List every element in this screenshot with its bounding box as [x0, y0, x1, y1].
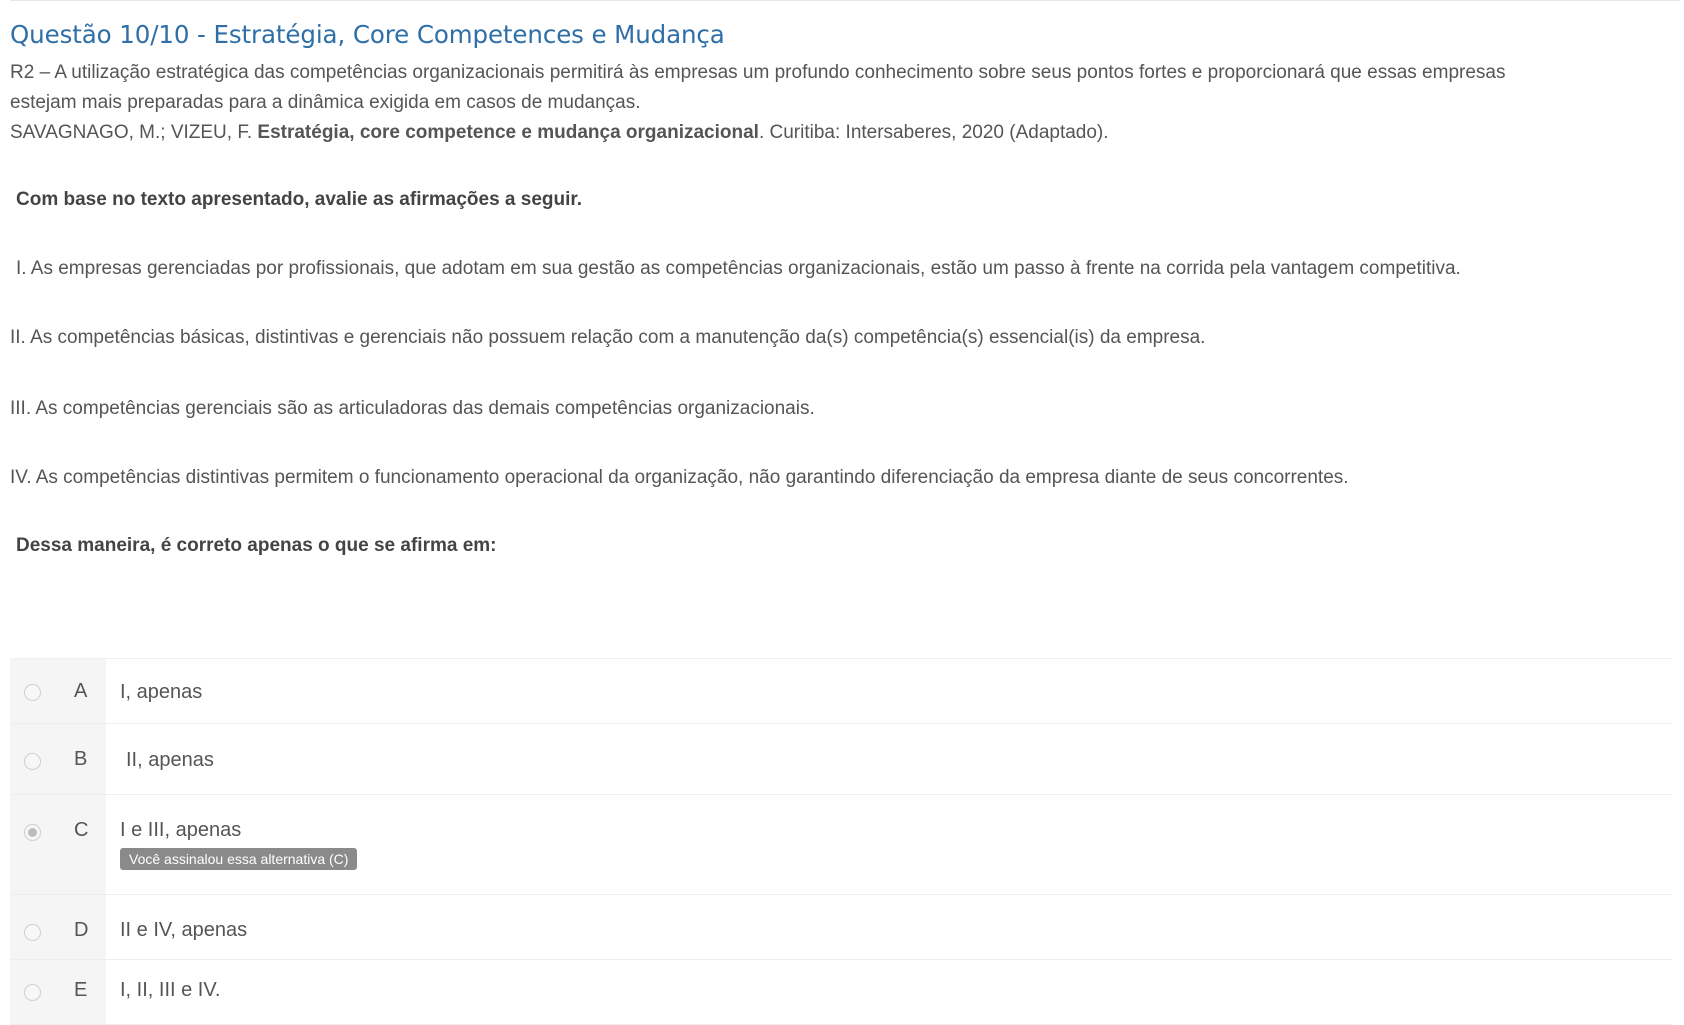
option-a-body[interactable]	[106, 659, 1672, 723]
option-c-text: I e III, apenas	[120, 819, 242, 841]
option-c-marker	[10, 795, 106, 894]
statement-1: I. As empresas gerenciadas por profissionais, que adotam em sua gestão as competências organizacionais, estão um passo à frente na corrida pela vantagem competitiva.	[16, 258, 1461, 279]
option-b-radio[interactable]	[24, 753, 41, 770]
option-b-body[interactable]	[106, 724, 1672, 794]
option-e-text: I, II, III e IV.	[120, 979, 221, 1001]
statement-3: III. As competências gerenciais são as articuladoras das demais competências organizacionais.	[10, 398, 815, 419]
answer-options	[10, 658, 1672, 1025]
question-conclusion: Dessa maneira, é correto apenas o que se afirma em:	[16, 535, 497, 556]
option-b-letter: B	[74, 748, 88, 770]
option-c-letter: C	[74, 819, 89, 841]
reference	[10, 118, 1674, 148]
reference-title: Estratégia, core competence e mudança organizacional	[257, 122, 759, 143]
reference-publisher: . Curitiba: Intersaberes, 2020 (Adaptado).	[758, 122, 1109, 143]
question-intro	[10, 58, 1674, 148]
option-b-text: II, apenas	[126, 749, 214, 771]
option-a-text: I, apenas	[120, 681, 203, 703]
option-b-marker	[10, 724, 106, 794]
option-d-body[interactable]	[106, 895, 1672, 959]
reference-authors: SAVAGNAGO, M.; VIZEU, F.	[10, 122, 258, 143]
statement-2: II. As competências básicas, distintivas e gerenciais não possuem relação com a manutenção da(s) competência(s) essencial(is) da empresa.	[10, 327, 1206, 348]
selected-answer-badge: Você assinalou essa alternativa (C)	[120, 848, 357, 870]
option-d-text: II e IV, apenas	[120, 919, 248, 941]
option-a-marker	[10, 659, 106, 723]
option-e-body[interactable]	[106, 960, 1672, 1024]
top-divider	[10, 0, 1680, 1]
option-a[interactable]	[10, 659, 1672, 724]
option-e-marker	[10, 960, 106, 1024]
question-title: Questão 10/10 - Estratégia, Core Competences e Mudança	[10, 20, 725, 49]
option-c-body[interactable]	[106, 795, 1672, 894]
option-a-letter: A	[74, 680, 88, 702]
intro-line-1: R2 – A utilização estratégica das competências organizacionais permitirá às empresas um profundo conhecimento sobre seus pontos fortes e proporcionará que essas empresas	[10, 62, 1506, 83]
statement-4: IV. As competências distintivas permitem o funcionamento operacional da organização, não garantindo diferenciação da empresa diante de seus concorrentes.	[10, 467, 1349, 488]
option-a-radio[interactable]	[24, 684, 41, 701]
option-d-marker	[10, 895, 106, 959]
option-d-radio[interactable]	[24, 924, 41, 941]
option-e-letter: E	[74, 979, 88, 1001]
option-c[interactable]	[10, 795, 1672, 895]
intro-line-2: estejam mais preparadas para a dinâmica exigida em casos de mudanças.	[10, 92, 641, 113]
question-prompt: Com base no texto apresentado, avalie as afirmações a seguir.	[16, 189, 583, 210]
option-d-letter: D	[74, 919, 89, 941]
option-e[interactable]	[10, 960, 1672, 1025]
option-d[interactable]	[10, 895, 1672, 960]
option-e-radio[interactable]	[24, 984, 41, 1001]
option-b[interactable]	[10, 724, 1672, 795]
option-c-radio[interactable]	[24, 824, 41, 841]
